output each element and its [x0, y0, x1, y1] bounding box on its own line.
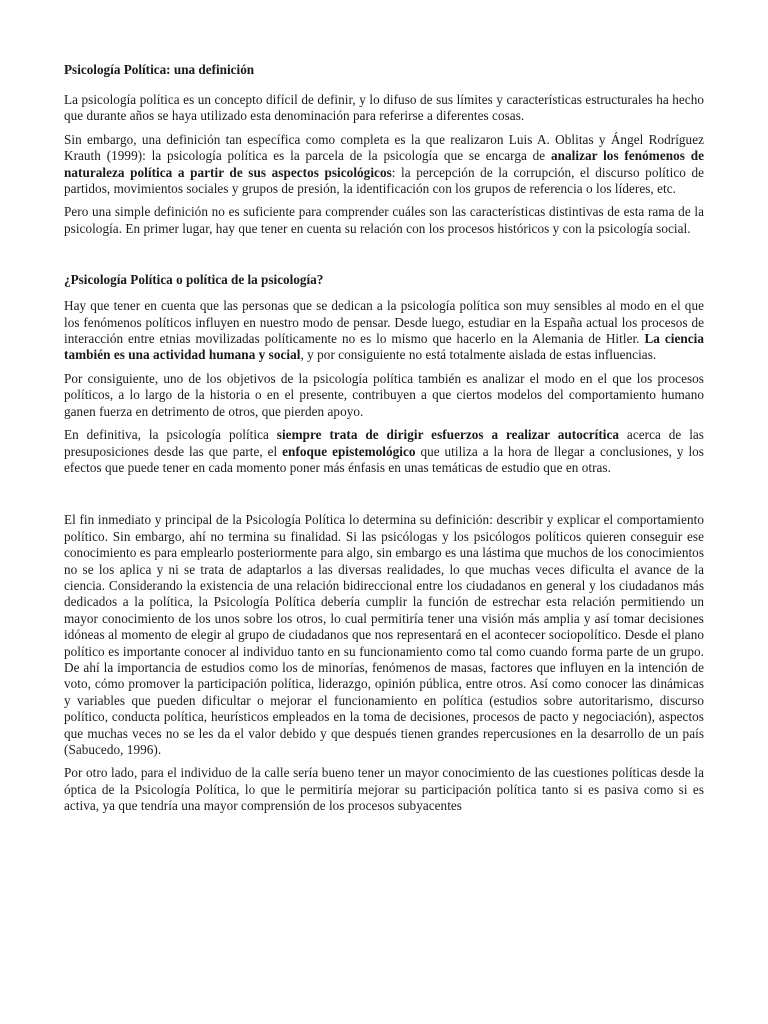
paragraph-individual: Por otro lado, para el individuo de la calle sería bueno tener un mayor conocimiento de las cuestiones políticas desde la óptica de la Psicología Política, lo que le permitiría mejorar su participación política tanto si es pasiva como si es activa, ya que tendría una mayor comprensión de los procesos subyacentes [64, 765, 704, 814]
paragraph-relation: Pero una simple definición no es suficiente para comprender cuáles son las características distintivas de esta rama de la psicología. En primer lugar, hay que tener en cuenta su relación con los procesos históricos y con la psicología social. [64, 204, 704, 236]
paragraph-context [64, 298, 704, 364]
paragraph-text: Hay que tener en cuenta que las personas que se dedican a la psicología política son muy sensibles al modo en el que los fenómenos políticos influyen en nuestro modo de pensar. Desde luego, estudiar en la España actual los procesos de interacción entre etnias movilizadas políticamente no es lo mismo que hacerlo en la Alemania de Hitler. [64, 298, 704, 347]
paragraph-definition [64, 132, 704, 198]
paragraph-text: acerca de las presuposiciones desde las que parte, el [64, 427, 704, 459]
bold-emphasis: analizar los fenómenos de naturaleza política a partir de sus aspectos psicológicos [64, 148, 705, 180]
paragraph-intro: La psicología política es un concepto difícil de definir, y lo difuso de sus límites y características estructurales ha hecho que durante años se haya utilizado esta denominación para referirse a diferentes cosas. [64, 92, 704, 124]
bold-emphasis: enfoque epistemológico [282, 443, 416, 459]
bold-emphasis: La ciencia también es una actividad humana y social [64, 331, 704, 363]
paragraph-text: , y por consiguiente no está totalmente aislada de estas influencias. [300, 347, 657, 363]
paragraph-objectives: Por consiguiente, uno de los objetivos de la psicología política también es analizar el modo en el que los procesos políticos, a lo largo de la historia o en el presente, contribuyen a que ciertos modelos del comportamiento humano ganen fuerza en detrimento de otros, que pierden apoyo. [64, 370, 704, 419]
paragraph-selfcriticism [64, 427, 704, 476]
paragraph-text: que utiliza a la hora de llegar a conclusiones, y los efectos que puede tener en cada momento poner más énfasis en unas temáticas de estudio que en otras. [64, 443, 704, 475]
paragraph-text: : la percepción de la corrupción, el discurso político de partidos, movimientos sociales y grupos de presión, la identificación con los grupos de referencia o los líderes, etc. [64, 164, 704, 197]
paragraph-text: En definitiva, la psicología política [64, 427, 277, 443]
section-heading-definition: Psicología Política: una definición [64, 62, 255, 77]
paragraph-purpose: El fin inmediato y principal de la Psicología Política lo determina su definición: describir y explicar el comportamiento político. Sin embargo, ahí no termina su finalidad. Si las psicólogas y los psicólogos políticos quieren conseguir ese conocimiento es para emplearlo posteriormente para algo, sin embargo es una lástima que muchos de los conocimientos no se los aplica y ni se trata de adaptarlos a las diversas realidades, lo que muchas veces dificulta el avance de la ciencia. Considerando la existencia de una relación bidireccional entre los ciudadanos en general y los ciudadanos más dedicados a la política, la Psicología Política debería cumplir la función de estrechar esta relación permitiendo un mayor conocimiento de los unos sobre los otros, lo cual permitiría tener una visión más amplia y así tomar decisiones idóneas al momento de elegir al grupo de ciudadanos que nos representará en el acontecer sociopolítico. Desde el plano político es importante conocer al individuo tanto en su funcionamiento como tal como cuando forma parte de un grupo. De ahí la importancia de estudios como los de minorías, fenómenos de masas, factores que influyen en la intención de voto, cómo promover la participación política, liderazgo, opinión pública, entre otros. Así como conocer las dinámicas y variables que pueden dificultar o mejorar el funcionamiento en política (estudios sobre autoritarismo, discurso político, conducta política, heurísticos empleados en la toma de decisiones, procesos de pacto y negociación), aspectos que muchas veces no se les da el valor debido y que después tienen grandes repercusiones en la desarrollo de un país (Sabucedo, 1996). [64, 512, 704, 757]
paragraph-text: Sin embargo, una definición tan específica como completa es la que realizaron Luis A. Oblitas y Ángel Rodríguez Krauth (1999): la psicología política es la parcela de la psicología que se encarga de [64, 131, 704, 164]
section-heading-question: ¿Psicología Política o política de la psicología? [64, 272, 324, 288]
bold-emphasis: siempre trata de dirigir esfuerzos a realizar autocrítica [276, 427, 620, 443]
